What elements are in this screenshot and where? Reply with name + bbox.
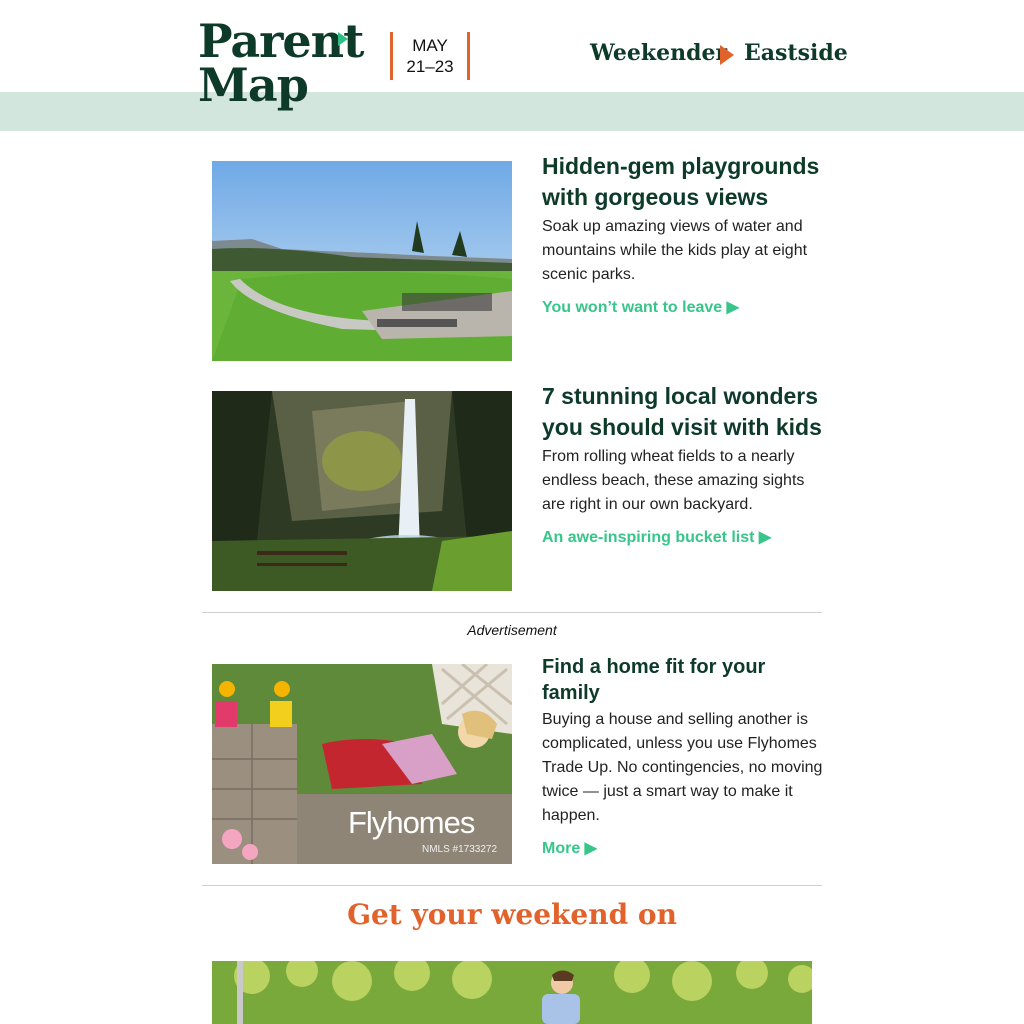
weekend-hero-photo[interactable] xyxy=(212,961,812,1024)
nav-eastside[interactable]: Eastside xyxy=(744,40,848,66)
story-body: From rolling wheat fields to a nearly endless beach, these amazing sights are right in our own backyard. xyxy=(542,448,805,513)
flyhomes-wordmark: Flyhomes xyxy=(348,805,475,840)
flyhomes-ad-photo[interactable] xyxy=(212,664,512,864)
story-title[interactable]: 7 stunning local wonders you should visit with kids xyxy=(542,383,822,440)
story-playgrounds xyxy=(542,151,824,317)
ad-body: Buying a house and selling another is complicated, unless you use Flyhomes Trade Up. No contingencies, no moving twice — just a smart way to make it happen. xyxy=(542,711,823,824)
story-body: Soak up amazing views of water and mountains while the kids play at eight scenic parks. xyxy=(542,218,808,283)
parentmap-logo[interactable] xyxy=(198,14,364,112)
ad-link[interactable]: More ▶ xyxy=(542,840,597,857)
logo-line-2: Map xyxy=(198,58,308,112)
story-wonders xyxy=(542,381,824,547)
ad-title[interactable]: Find a home fit for your family xyxy=(542,656,766,704)
date-badge xyxy=(390,32,470,80)
section-title: Get your weekend on xyxy=(347,898,677,931)
ad-story xyxy=(542,654,824,858)
divider xyxy=(202,885,822,886)
story-link[interactable]: An awe-inspiring bucket list ▶ xyxy=(542,529,772,546)
advertisement-label: Advertisement xyxy=(467,622,557,638)
logo-line-1: Parent xyxy=(198,14,364,68)
nmls-number: NMLS #1733272 xyxy=(422,844,498,855)
nav-arrow-icon xyxy=(720,45,734,65)
date-range: 21–23 xyxy=(406,57,454,76)
story-title[interactable]: Hidden-gem playgrounds with gorgeous views xyxy=(542,153,820,210)
waterfall-photo[interactable] xyxy=(212,391,512,591)
divider xyxy=(202,612,822,613)
nav-weekender[interactable]: Weekender xyxy=(590,40,728,66)
playground-photo[interactable] xyxy=(212,161,512,361)
header-band xyxy=(0,92,1024,131)
story-link[interactable]: You won’t want to leave ▶ xyxy=(542,299,739,316)
logo-triangle-icon xyxy=(338,32,348,46)
date-month: MAY xyxy=(412,36,448,55)
